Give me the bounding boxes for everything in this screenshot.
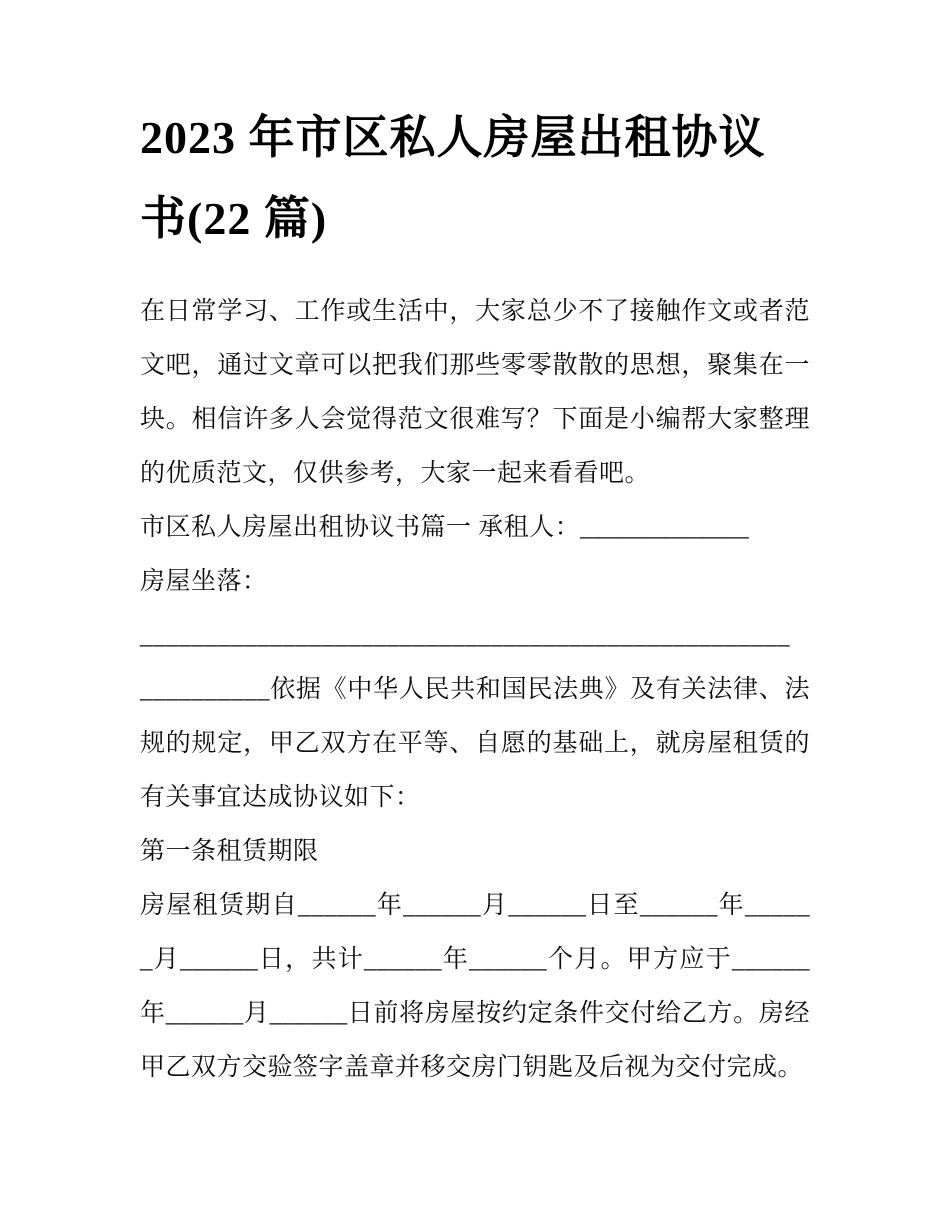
paragraph-lease-term: 房屋租赁期自______年______月______日至______年______月______日，共计______年______个月。甲方应于______年______月______日前将房屋按约定条件交付给乙方。房经甲乙双方交验签字盖章并移交房门钥匙及后视为交付完成。 <box>140 892 810 1081</box>
paragraph-clause-one-heading: 第一条租赁期限 <box>140 838 319 865</box>
paragraph-legal-basis: __________依据《中华人民共和国民法典》及有关法律、法规的规定，甲乙双方在平等、自愿的基础上，就房屋租赁的有关事宜达成协议如下： <box>140 676 810 811</box>
document-title: 2023 年市区私人房屋出租协议书(22 篇) <box>140 112 766 244</box>
paragraph-blank-line: __________________________________________________ <box>140 622 790 649</box>
paragraph-intro: 在日常学习、工作或生活中，大家总少不了接触作文或者范文吧，通过文章可以把我们那些零零散散的思想，聚集在一块。相信许多人会觉得范文很难写？下面是小编帮大家整理的优质范文，仅供参考，大家一起来看看吧。 <box>140 298 810 487</box>
paragraph-house-location-label: 房屋坐落： <box>140 568 268 595</box>
paragraph-section-heading-tenant: 市区私人房屋出租协议书篇一 承租人：_____________ <box>140 514 750 541</box>
